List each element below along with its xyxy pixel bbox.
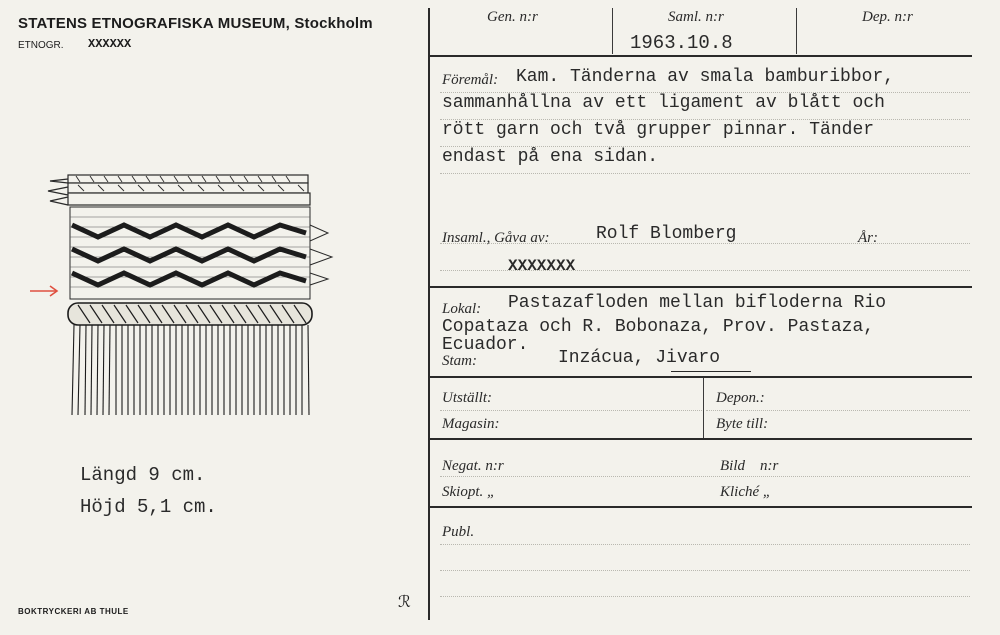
rule-header: [430, 55, 972, 57]
ar-label: År:: [858, 230, 878, 246]
foremal-line-3: rött garn och två grupper pinnar. Tänder: [442, 120, 875, 140]
lokal-line-2: Copataza och R. Bobonaza, Prov. Pastaza,: [442, 317, 875, 337]
gen-label: Gen. n:r: [487, 9, 538, 25]
guide-line: [440, 410, 702, 411]
divider-saml: [796, 8, 797, 54]
dep-label: Dep. n:r: [862, 9, 913, 25]
guide-line: [440, 476, 970, 477]
insaml-struck: XXXXXXX: [508, 257, 576, 275]
rule-magasin: [430, 438, 972, 440]
etnogr-label: ETNOGR.: [18, 40, 64, 51]
insaml-label: Insaml., Gåva av:: [442, 230, 550, 246]
skiopt-label: Skiopt. „: [442, 484, 496, 500]
saml-label: Saml. n:r: [668, 9, 724, 25]
publ-label: Publ.: [442, 524, 475, 540]
lokal-line-1: Pastazafloden mellan bifloderna Rio: [508, 293, 887, 313]
divider-depon: [703, 378, 704, 438]
depon-label: Depon.:: [716, 390, 765, 406]
byte-till-label: Byte till:: [716, 416, 769, 432]
stam-label: Stam:: [442, 353, 477, 369]
monogram-icon: ℛ: [398, 592, 411, 611]
divider-gen: [612, 8, 613, 54]
rule-negat: [430, 506, 972, 508]
negat-label: Negat. n:r: [442, 458, 504, 474]
guide-line: [440, 596, 970, 597]
foremal-line-4: endast på ena sidan.: [442, 147, 659, 167]
guide-line: [440, 173, 970, 174]
magasin-label: Magasin:: [442, 416, 500, 432]
bild-label: Bild n:r: [720, 458, 779, 474]
guide-line: [440, 544, 970, 545]
kliche-label: Kliché „: [720, 484, 772, 500]
utstallt-label: Utställt:: [442, 390, 493, 406]
saml-value: 1963.10.8: [630, 32, 733, 54]
comb-illustration: [28, 165, 348, 425]
red-arrow-icon: [28, 284, 62, 298]
rule-insaml: [430, 286, 972, 288]
height-text: Höjd 5,1 cm.: [80, 496, 217, 518]
etnogr-struck-value: XXXXXX: [88, 37, 132, 51]
lokal-label: Lokal:: [442, 301, 482, 317]
foremal-line-2: sammanhållna av ett ligament av blått och: [442, 93, 885, 113]
stam-underline: [671, 371, 751, 372]
guide-line: [706, 410, 970, 411]
foremal-label: Föremål:: [442, 72, 499, 88]
stam-value: Inzácua, Jivaro: [558, 348, 721, 368]
divider-main: [428, 8, 430, 620]
lokal-line-3: Ecuador.: [442, 335, 529, 355]
rule-lokal: [430, 376, 972, 378]
foremal-line-1: Kam. Tänderna av smala bamburibbor,: [516, 67, 895, 87]
insaml-value: Rolf Blomberg: [596, 224, 737, 244]
printer-name: BOKTRYCKERI AB THULE: [18, 607, 129, 616]
guide-line: [440, 570, 970, 571]
museum-name: STATENS ETNOGRAFISKA MUSEUM, Stockholm: [18, 15, 373, 32]
length-text: Längd 9 cm.: [80, 464, 206, 486]
